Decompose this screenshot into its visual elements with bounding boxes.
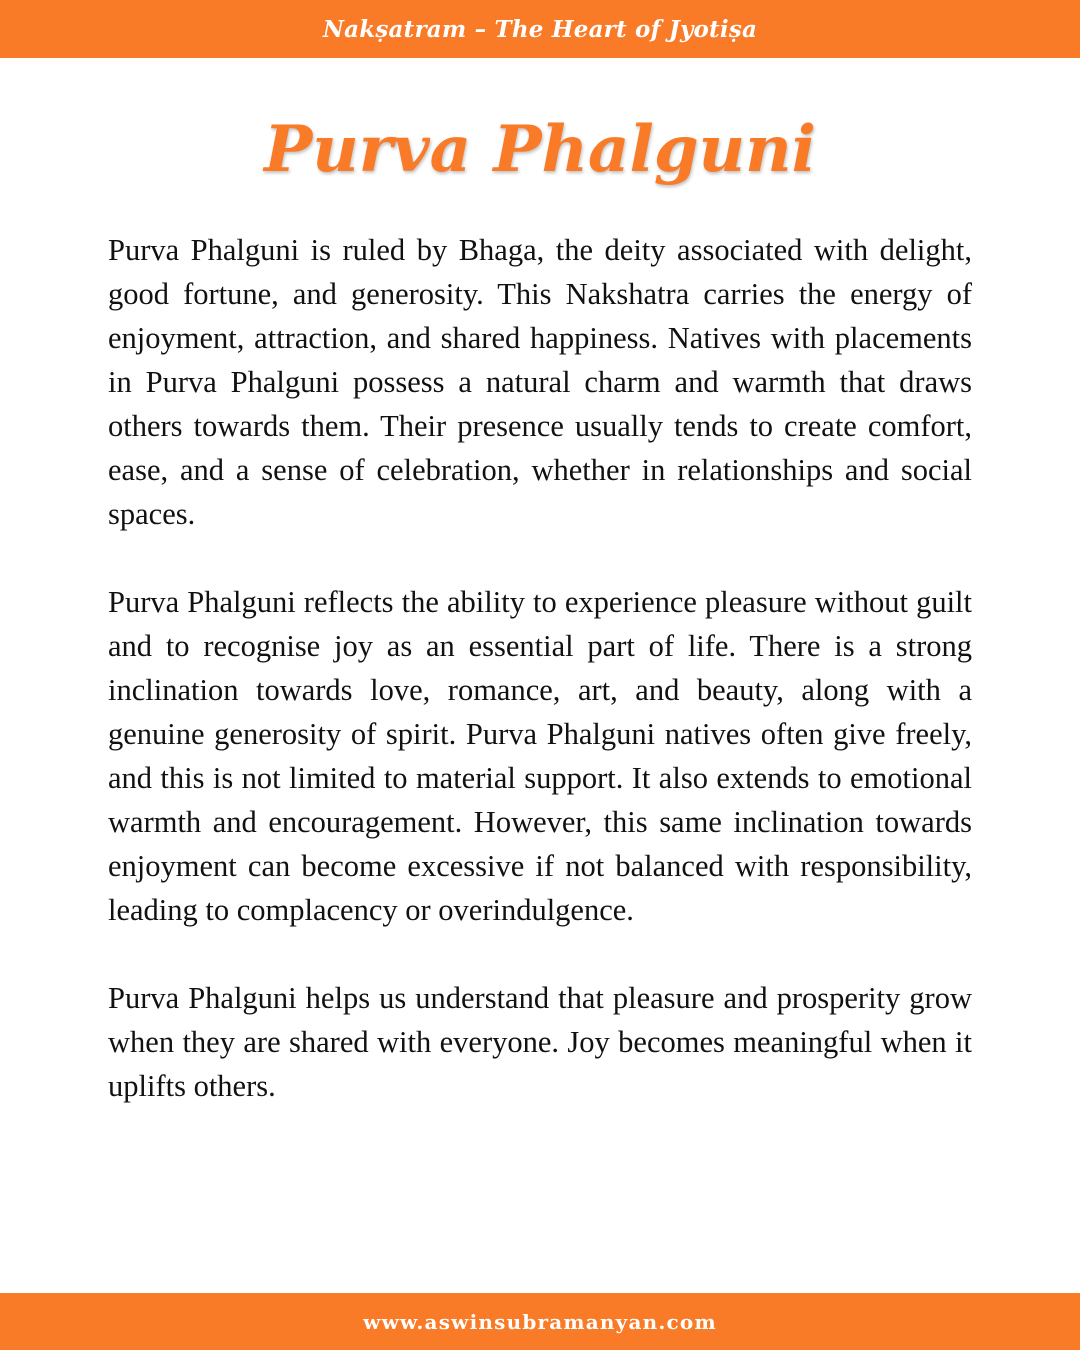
header-bar <box>0 0 1080 58</box>
page-title: Purva Phalguni <box>264 112 816 187</box>
header-title: Nakṣatram – The Heart of Jyotiṣa <box>322 15 758 43</box>
paragraph-3: Purva Phalguni helps us understand that pleasure and prosperity grow when they are shared with everyone. Joy becomes meaningful when it uplifts others. <box>108 981 972 1103</box>
paragraph-2: Purva Phalguni reflects the ability to experience pleasure without guilt and to recognise joy as an essential part of life. There is a strong inclination towards love, romance, art, and beauty, along with a genuine generosity of spirit. Purva Phalguni natives often give freely, and this is not limited to material support. It also extends to emotional warmth and encouragement. However, this same inclination towards enjoyment can become excessive if not balanced with responsibility, leading to complacency or overindulgence. <box>108 585 972 927</box>
footer-website-link[interactable]: www.aswinsubramanyan.com <box>363 1309 717 1334</box>
article-body <box>108 228 972 1152</box>
paragraph-1: Purva Phalguni is ruled by Bhaga, the deity associated with delight, good fortune, and generosity. This Nakshatra carries the energy of enjoyment, attraction, and shared happiness. Natives with placements in Purva Phalguni possess a natural charm and warmth that draws others towards them. Their presence usually tends to create comfort, ease, and a sense of celebration, whether in relationships and social spaces. <box>108 233 972 531</box>
footer-bar <box>0 1293 1080 1350</box>
